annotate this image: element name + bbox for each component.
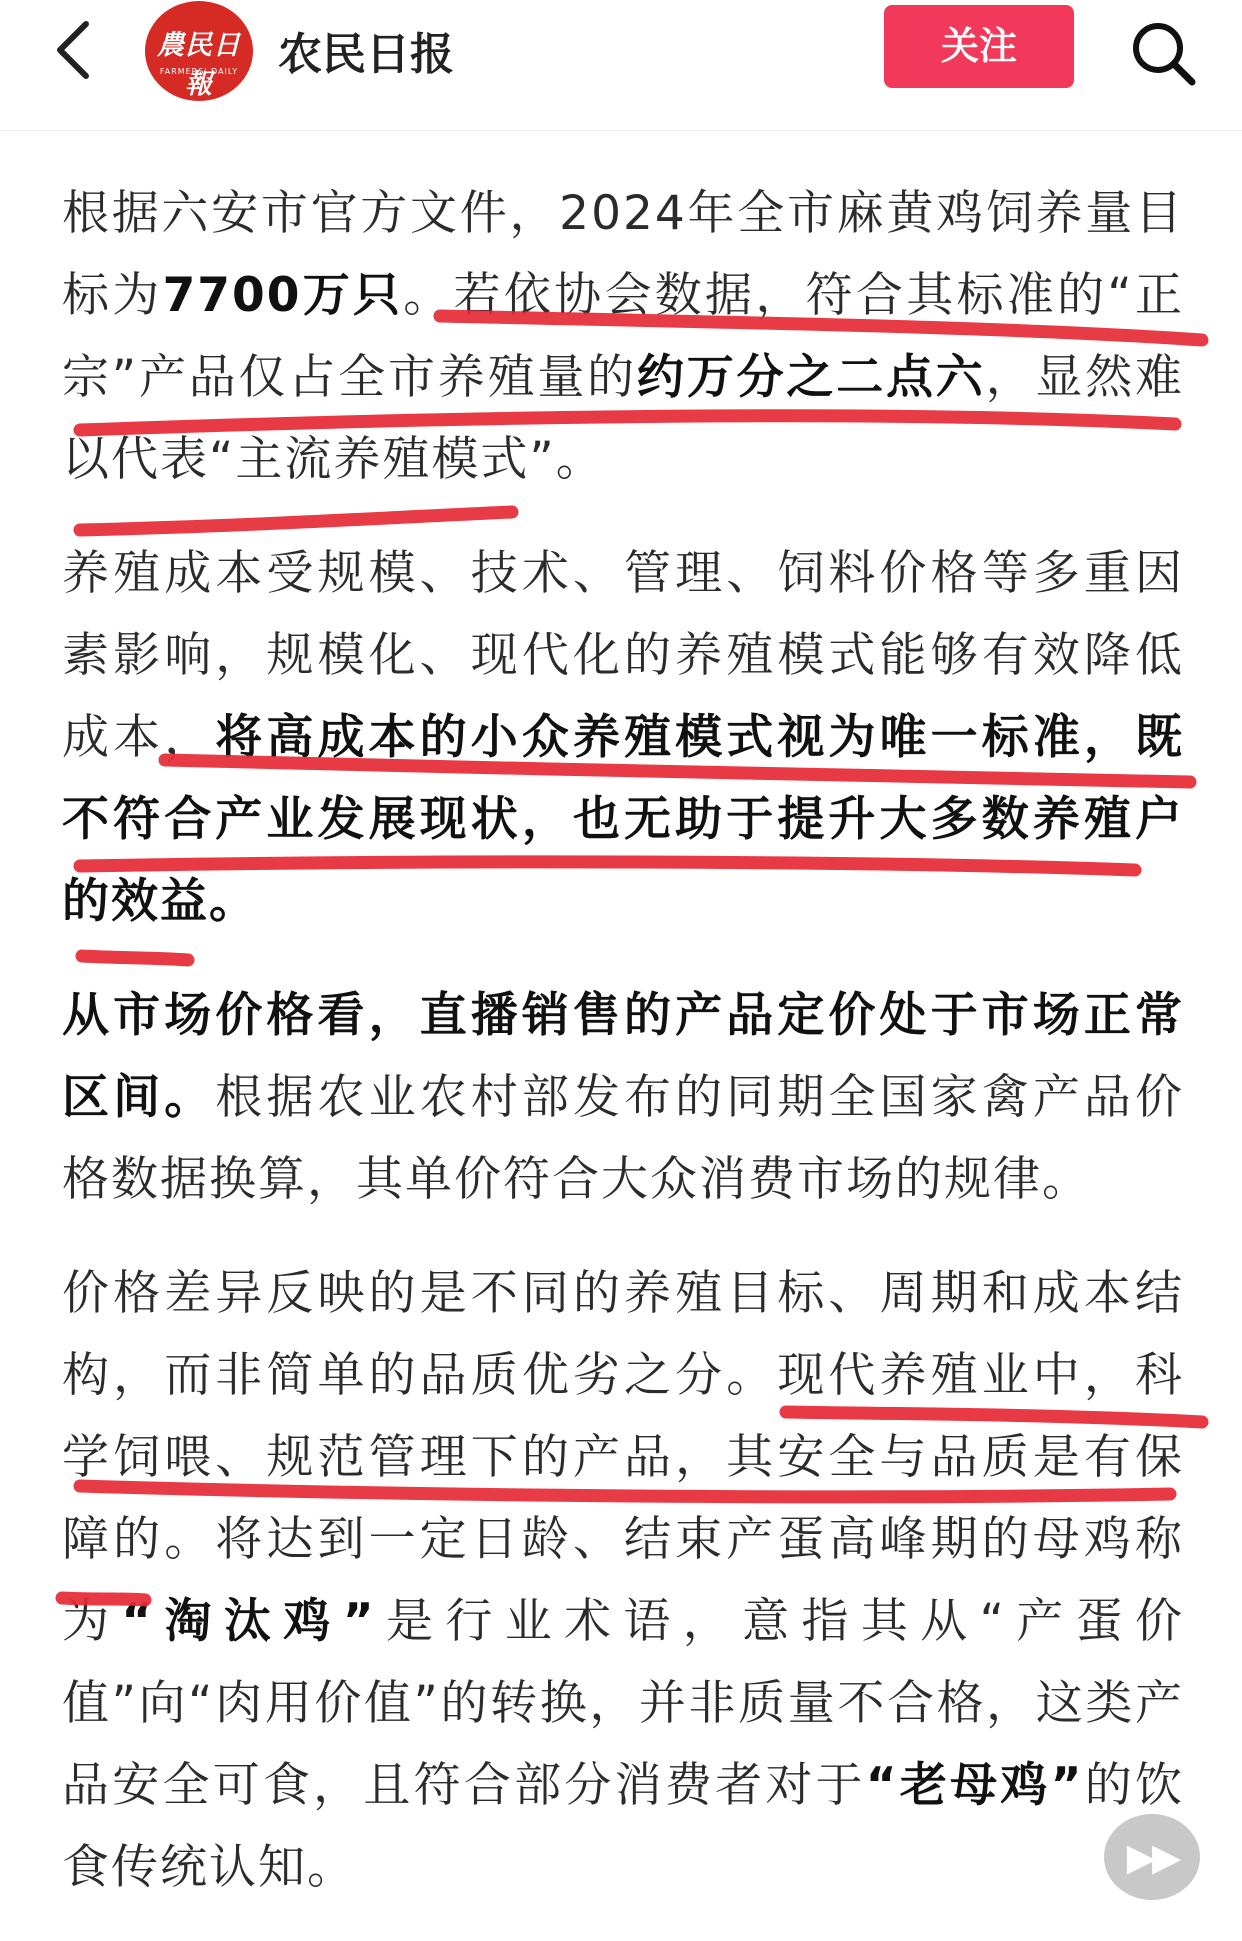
text: 是行业术语，意指其从“产蛋价值”向“肉用价值”的转换，并非质量不合格，这类产品安全可食，且符合部分消费者对于: [62, 1594, 1185, 1813]
paragraph-2: [62, 533, 1184, 943]
article-body: [62, 173, 1184, 1941]
bold-text: 从市场价格看，直播销售的产品定价处于市场正常区间。: [62, 988, 1184, 1125]
text: 养殖成本受规模、技术、管理、饲料价格等多重因素影响，规模化、现代化的养殖模式能够有效降低成本，: [62, 546, 1184, 765]
text: 根据六安市官方文件，2024年全市麻黄鸡饲养量目标为: [62, 186, 1184, 323]
follow-button[interactable]: 关注: [884, 5, 1074, 88]
bold-text: 将高成本的小众养殖模式视为唯一标准，既不符合产业发展现状，也无助于提升大多数养殖户的效益。: [62, 710, 1185, 929]
text: 价格差异反映的是不同的养殖目标、周期和成本结构，而非简单的品质优劣之分。现代养殖业中，科学饲喂、规范管理下的产品，其安全与品质是有保障的。将达到一定日龄、结束产蛋高峰期的母鸡称为: [62, 1266, 1184, 1649]
text: ，显然难以代表“主流养殖模式”。: [62, 350, 1185, 487]
bold-text: 约万分之二点六: [636, 350, 986, 405]
bold-text: “老母鸡”: [865, 1758, 1084, 1813]
search-icon[interactable]: [1128, 18, 1198, 88]
logo-text-cn: 農民日報: [157, 30, 241, 100]
chevron-left-icon[interactable]: [48, 20, 108, 80]
paragraph-3: [62, 975, 1184, 1221]
text: 根据农业农村部发布的同期全国家禽产品价格数据换算，其单价符合大众消费市场的规律。: [62, 1070, 1185, 1207]
weibo-fab-icon[interactable]: ▶▶: [1104, 1814, 1200, 1900]
account-avatar-logo[interactable]: [145, 1, 253, 101]
text: 。若依协会数据，符合其标准的“正宗”产品仅占全市养殖量的: [62, 268, 1185, 405]
bold-text: “淘汰鸡”: [121, 1594, 376, 1649]
bold-text: 7700万只: [162, 268, 404, 323]
logo-text-en: FARMERS' DAILY: [159, 67, 239, 76]
top-bar: [0, 0, 1242, 131]
paragraph-4: [62, 1253, 1184, 1909]
account-name[interactable]: 农民日报: [278, 29, 454, 80]
text: 的饮食传统认知。: [62, 1758, 1185, 1895]
paragraph-1: [62, 173, 1184, 501]
